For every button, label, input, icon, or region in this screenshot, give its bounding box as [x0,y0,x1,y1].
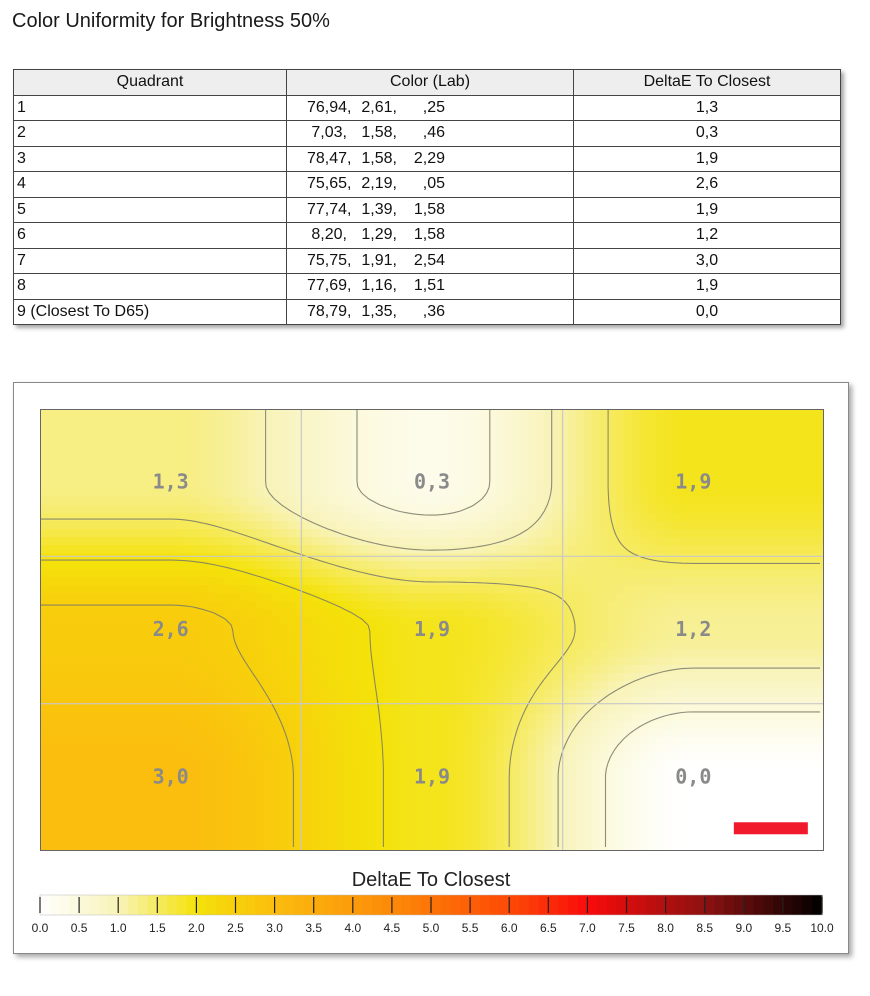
deltae-cell: 1,2 [574,223,841,249]
lab-b-value: 2,54 [413,251,445,269]
quadrant-cell: 6 [14,223,287,249]
table-row [14,172,841,198]
cell-value-label: 0,0 [675,764,712,789]
lab-l-value: 75,75, [307,251,352,269]
lab-b-value: 1,58 [413,226,445,244]
colorbar-tick-label: 8.5 [696,921,714,935]
color-uniformity-table [13,69,841,325]
quadrant-cell: 4 [14,172,287,198]
colorbar-tick-label: 0.0 [31,921,49,935]
deltae-cell: 0,3 [574,121,841,147]
lab-l-value: 7,03, [311,124,347,142]
lab-a-value: 2,61, [361,98,397,116]
cell-value-label: 2,6 [152,617,189,641]
quadrant-cell: 1 [14,95,287,121]
lab-a-value: 1,29, [361,226,397,244]
colorbar-tick-label: 1.5 [148,921,166,935]
deltae-cell: 0,0 [574,299,841,325]
lab-color-cell [287,172,574,198]
lab-a-value: 1,39, [361,200,397,218]
quadrant-cell: 7 [14,248,287,274]
lab-color-cell [287,223,574,249]
quadrant-cell: 5 [14,197,287,223]
deltae-heatmap [40,409,824,851]
lab-color-cell [287,299,574,325]
lab-b-value: 1,58 [413,200,445,218]
lab-a-value: 1,58, [361,124,397,142]
lab-l-value: 78,47, [307,149,352,167]
cell-value-label: 0,3 [413,469,451,494]
deltae-cell: 1,9 [574,146,841,172]
lab-a-value: 1,16, [361,277,397,295]
table-row [14,223,841,249]
table-row [14,299,841,325]
deltae-cell: 1,9 [574,197,841,223]
lab-color-cell [287,248,574,274]
colorbar-tick-label: 4.5 [383,921,401,935]
table-row [14,146,841,172]
lab-b-value: ,46 [422,124,445,142]
red-marker [734,822,808,834]
quadrant-cell: 2 [14,121,287,147]
colorbar-tick-label: 7.0 [579,921,596,935]
column-header-color-lab: Color (Lab) [287,70,574,96]
table-row [14,197,841,223]
lab-b-value: 1,51 [413,277,445,295]
colorbar-tick-label: 8.0 [657,921,674,935]
cell-value-label: 1,9 [675,469,712,494]
lab-b-value: ,36 [422,302,445,320]
lab-a-value: 1,91, [361,251,397,269]
lab-color-cell [287,95,574,121]
colorbar-tick-label: 3.0 [266,921,283,935]
colorbar-tick-label: 2.5 [227,921,244,935]
deltae-cell: 2,6 [574,172,841,198]
lab-color-cell [287,274,574,300]
colorbar-tick-label: 3.5 [305,921,323,935]
lab-color-cell [287,197,574,223]
lab-color-cell [287,121,574,147]
colorbar-tick-label: 10.0 [810,921,834,935]
colorbar-tick-label: 6.5 [539,921,557,935]
quadrant-cell: 9 (Closest To D65) [14,299,287,325]
lab-color-cell [287,146,574,172]
colorbar-tick-label: 6.0 [500,921,518,935]
lab-l-value: 77,74, [307,200,352,218]
lab-b-value: ,05 [422,175,445,193]
column-header-deltae: DeltaE To Closest [574,70,841,96]
quadrant-cell: 8 [14,274,287,300]
lab-l-value: 77,69, [307,277,352,295]
cell-value-label: 1,9 [413,764,451,789]
lab-b-value: ,25 [422,98,445,116]
colorbar-title: DeltaE To Closest [351,869,511,891]
cell-value-label: 1,2 [675,617,712,641]
deltae-cell: 3,0 [574,248,841,274]
table-row [14,274,841,300]
heatmap-panel [13,382,849,954]
cell-value-label: 1,3 [152,469,189,494]
deltae-cell: 1,9 [574,274,841,300]
table-header-row [14,70,841,96]
colorbar [14,891,848,941]
colorbar-tick-label: 4.0 [344,921,362,935]
colorbar-tick-label: 5.5 [461,921,479,935]
quadrant-cell: 3 [14,146,287,172]
column-header-quadrant: Quadrant [14,70,287,96]
colorbar-tick-label: 7.5 [618,921,635,935]
lab-a-value: 1,58, [361,149,397,167]
lab-b-value: 2,29 [413,149,445,167]
table-row [14,248,841,274]
lab-l-value: 76,94, [307,98,352,116]
colorbar-tick-label: 1.0 [109,921,127,935]
colorbar-tick-label: 5.0 [422,921,440,935]
deltae-cell: 1,3 [574,95,841,121]
colorbar-tick-label: 9.5 [774,921,792,935]
colorbar-tick-label: 0.5 [70,921,88,935]
lab-a-value: 1,35, [361,302,397,320]
cell-value-label: 3,0 [152,764,189,789]
colorbar-tick-label: 9.0 [735,921,753,935]
lab-l-value: 78,79, [307,302,352,320]
table-row [14,95,841,121]
lab-l-value: 75,65, [307,175,352,193]
cell-value-label: 1,9 [413,617,451,641]
table-row [14,121,841,147]
lab-l-value: 8,20, [311,226,347,244]
colorbar-tick-label: 2.0 [188,921,205,935]
page-title: Color Uniformity for Brightness 50% [12,10,330,32]
lab-a-value: 2,19, [361,175,397,193]
